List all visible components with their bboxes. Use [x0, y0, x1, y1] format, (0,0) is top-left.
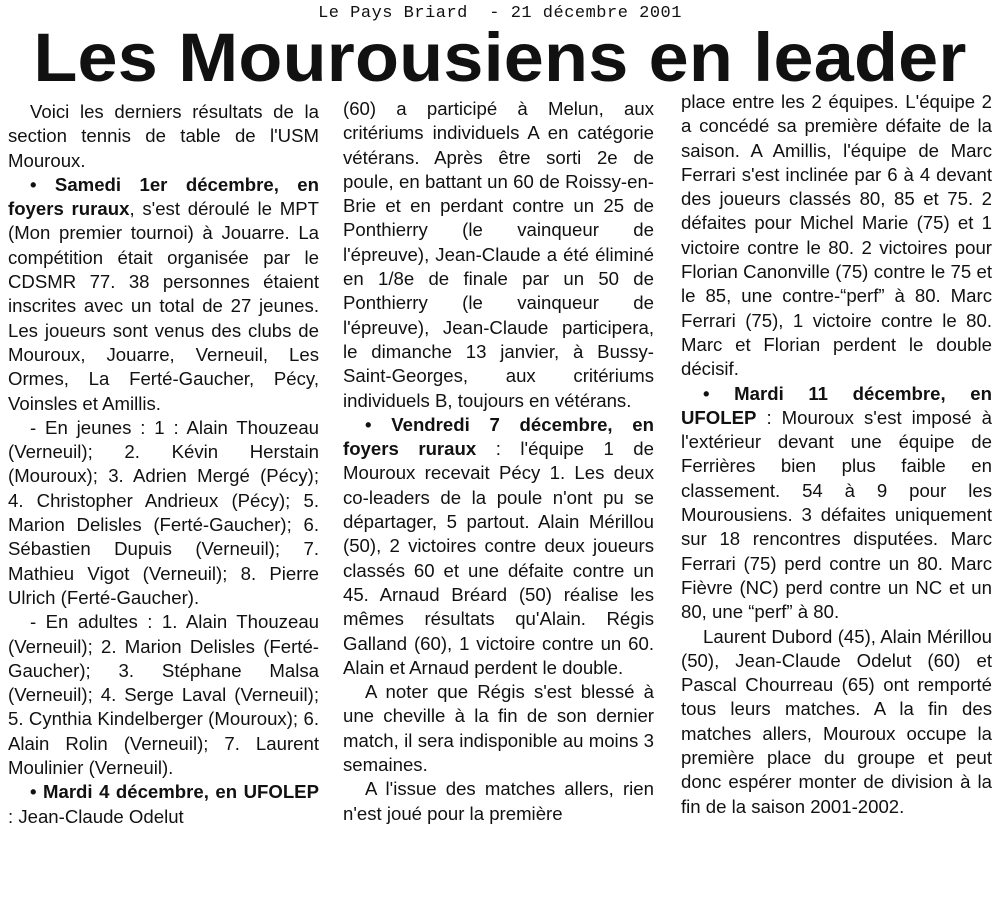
tuesday-11-heading: • Mardi 11 décembre, en UFOLEP — [681, 382, 992, 428]
team2-paragraph: place entre les 2 équipes. L'équipe 2 a concédé sa première défaite de la saison. A Amillis, l'équipe de Marc Ferrari s'est inclinée par 6 à 4 devant des joueurs classés 80, 85 et 75. 2 défaites pour Michel Marie (75) et 1 victoire contre le 80. 2 victoires pour Florian Canonville (75) contre le 75 et le 85, une contre-“perf” à 80. Marc Ferrari (75), 1 victoire contre le 80. Marc et Florian perdent le double décisif. — [681, 91, 992, 380]
intro-paragraph: Voici les derniers résultats de la section tennis de table de l'USM Mouroux. — [8, 101, 319, 171]
injury-paragraph: A noter que Régis s'est blessé à une cheville à la fin de son dernier match, il sera indisponible au moins 3 semaines. — [343, 681, 654, 776]
youth-results: - En jeunes : 1 : Alain Thouzeau (Verneuil); 2. Kévin Herstain (Mouroux); 3. Adrien Mergé (Pécy); 4. Christopher Andrieux (Pécy); 5. Marion Delisles (Ferté-Gaucher); 6. Sébastien Dupuis (Verneuil); 7. Mathieu Vigot (Verneuil); 8. Pierre Ulrich (Ferté-Gaucher). — [8, 416, 319, 608]
saturday-heading: • Samedi 1er décembre, en foyers ruraux — [8, 173, 319, 220]
odelut-paragraph: (60) a participé à Melun, aux critériums individuels A en catégorie vétérans. Après être sorti 2e de poule, en battant un 60 de Roissy-en-Brie et en perdant contre un 25 de Ponthierry (le vainqueur de l'épreuve), Jean-Claude a été éliminé en 1/8e de finale par un 50 de Ponthierry (le vainqueur de l'épreuve), Jean-Claude participera, le dimanche 13 janvier, à Bussy-Saint-Georges, aux critériums individuels B, toujours en vétérans. — [343, 98, 654, 411]
newspaper-header: Le Pays Briard - 21 décembre 2001 — [318, 4, 682, 23]
friday-text: : l'équipe 1 de Mouroux recevait Pécy 1. Les deux co-leaders de la poule n'ont pu se départager, 5 partout. Alain Mérillou (50), 2 victoires contre deux joueurs classés 60 et une défaite contre un 45. Arnaud Bréard (50) réalise les mêmes résultats qu'Alain. Régis Galland (60), 1 victoire contre un 60. Alain et Arnaud perdent le double. — [343, 438, 654, 678]
column-1 — [8, 100, 319, 829]
saturday-text: , s'est déroulé le MPT (Mon premier tournoi) à Jouarre. La compétition était organisée par le CDSMR 77. 38 personnes étaient inscrites avec un total de 27 jeunes. Les joueurs sont venus des clubs de Mouroux, Jouarre, Verneuil, Les Ormes, La Ferté-Gaucher, Pécy, Voinsles et Amillis. — [8, 198, 319, 414]
conclusion-paragraph: Laurent Dubord (45), Alain Mérillou (50), Jean-Claude Odelut (60) et Pascal Chourreau (65) ont remporté tous leurs matches. A la fin des matches allers, Mouroux occupe la première place du groupe et peut donc espérer monter de division à la fin de la saison 2001-2002. — [681, 625, 992, 817]
saturday-paragraph — [8, 173, 319, 416]
tuesday-4-paragraph — [8, 780, 319, 829]
tuesday-11-paragraph — [681, 382, 992, 625]
article-title: Les Mourousiens en leader — [33, 20, 967, 96]
tuesday-4-heading: • Mardi 4 décembre, en UFOLEP — [30, 781, 319, 803]
friday-heading: • Vendredi 7 décembre, en foyers ruraux — [343, 413, 654, 460]
issue-paragraph: A l'issue des matches allers, rien n'est joué pour la première — [343, 778, 654, 824]
friday-paragraph — [343, 413, 654, 680]
adult-results: - En adultes : 1. Alain Thouzeau (Verneuil); 2. Marion Delisles (Ferté-Gaucher); 3. Stéphane Malsa (Verneuil); 4. Serge Laval (Verneuil); 5. Cynthia Kindelberger (Mouroux); 6. Alain Rolin (Verneuil); 7. Laurent Moulinier (Verneuil). — [8, 611, 319, 779]
column-2 — [343, 97, 654, 826]
tuesday-11-text: : Mouroux s'est imposé à l'extérieur devant une équipe de Ferrières bien plus faible en classement. 54 à 9 pour les Mourousiens. 3 défaites uniquement sur 18 rencontres disputées. Marc Ferrari (75) perd contre un 80. Marc Fièvre (NC) perd contre un NC et un 80, une “perf” à 80. — [681, 406, 992, 623]
column-3 — [681, 90, 992, 819]
tuesday-4-text: : Jean-Claude Odelut — [8, 805, 184, 827]
